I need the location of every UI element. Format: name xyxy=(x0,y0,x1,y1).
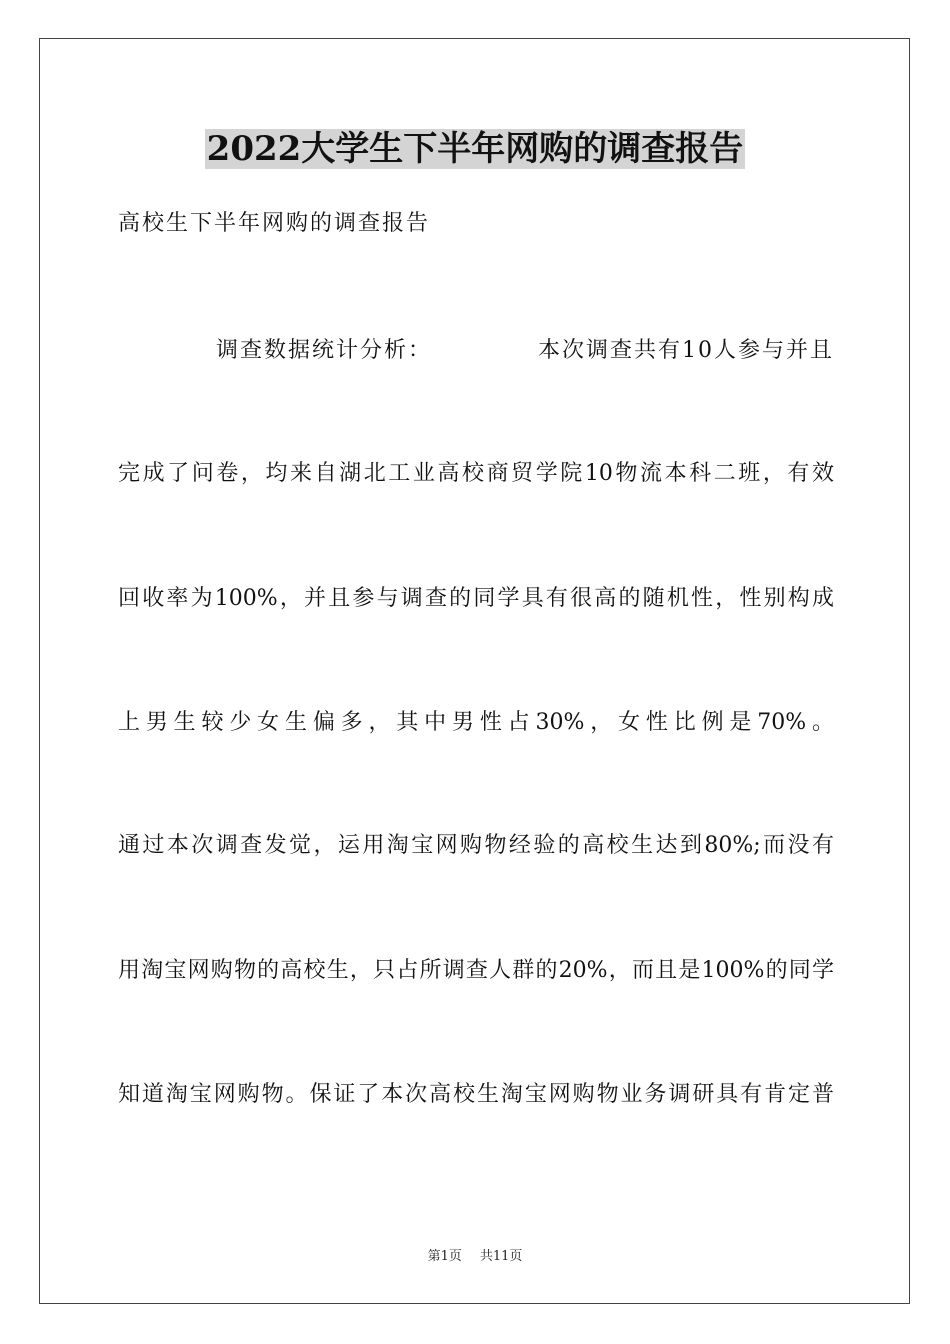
body-line-2: 完成了问卷，均来自湖北工业高校商贸学院10物流本科二班，有效 xyxy=(118,461,834,486)
page-footer xyxy=(0,1248,950,1266)
body-line-1-rest: 本次调查共有10人参与并且 xyxy=(538,338,834,363)
body-line-3: 回收率为100%，并且参与调查的同学具有很高的随机性，性别构成 xyxy=(118,586,834,611)
body-line-6: 用淘宝网购物的高校生，只占所调查人群的20%，而且是100%的同学 xyxy=(118,958,834,983)
page-total: 共11页 xyxy=(479,1249,523,1264)
document-subtitle: 高校生下半年网购的调查报告 xyxy=(118,211,431,236)
body-line-7: 知道淘宝网购物。保证了本次高校生淘宝网购物业务调研具有肯定普 xyxy=(118,1082,834,1107)
body-line-5: 通过本次调查发觉，运用淘宝网购物经验的高校生达到80%;而没有 xyxy=(118,833,834,858)
body-line-1-lead: 调查数据统计分析： xyxy=(216,338,433,363)
document-title xyxy=(0,126,950,172)
document-title-text: 2022大学生下半年网购的调查报告 xyxy=(206,129,744,169)
page-number: 第1页 xyxy=(427,1249,462,1264)
body-line-4: 上男生较少女生偏多，其中男性占30%，女性比例是70%。 xyxy=(118,710,834,735)
